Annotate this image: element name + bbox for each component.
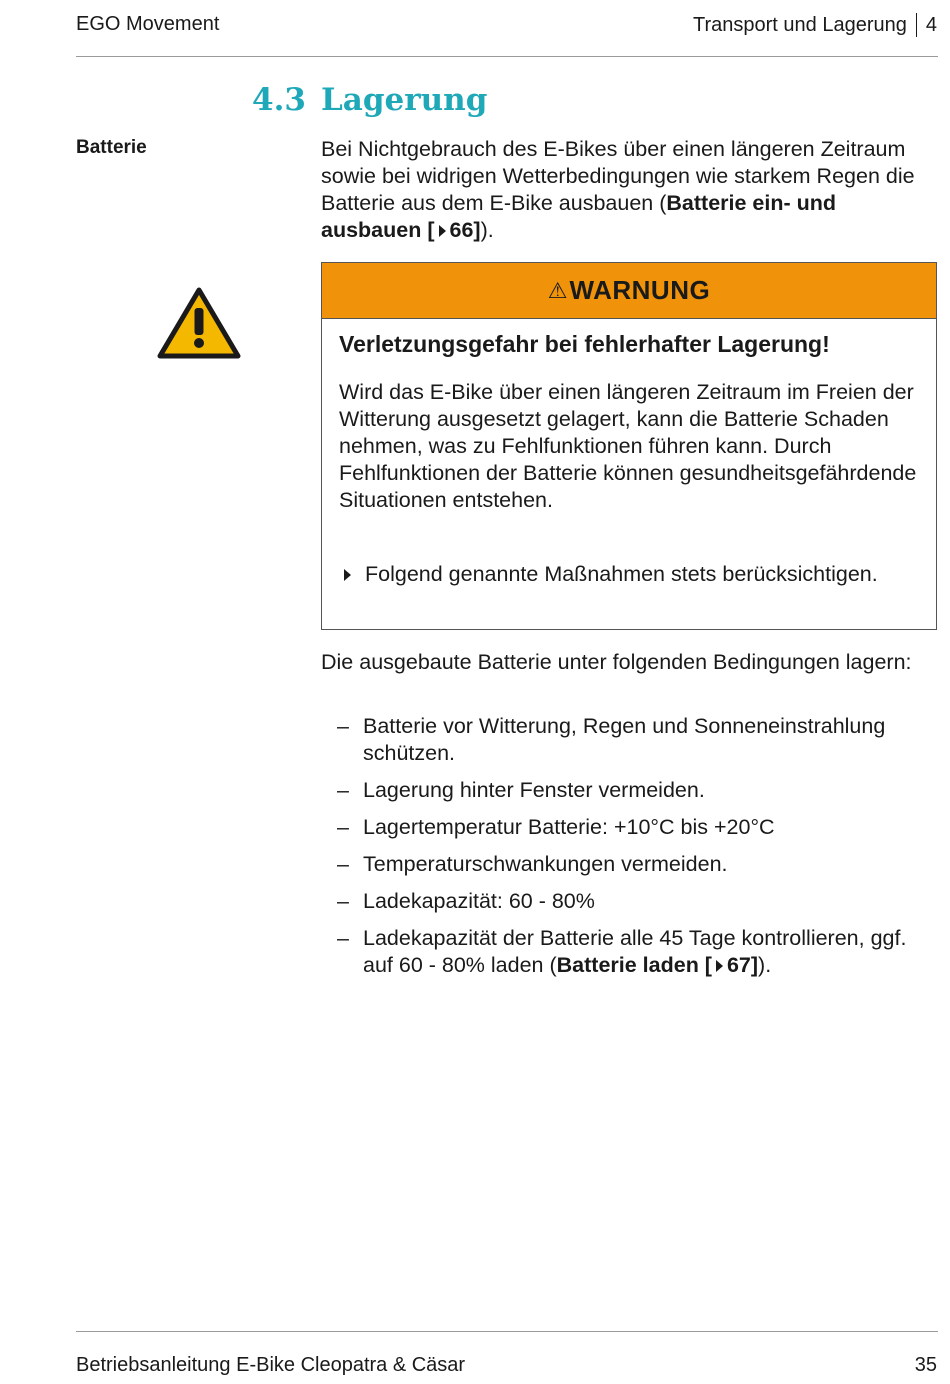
list-item-text [363,925,941,979]
conditions-intro: Die ausgebaute Batterie unter folgenden Bedingungen lagern: [321,650,912,674]
battery-charge-link-label: Batterie laden [ [556,953,712,977]
list-item [321,713,941,767]
list-dash: – [337,714,349,738]
list-item [321,925,941,979]
list-dash: – [337,889,349,913]
header-chapter-title: Transport und Lagerung [693,13,907,36]
list-item [321,888,941,915]
warning-action [339,560,899,589]
page-ref-arrow-icon [716,960,723,972]
list-item-text: Temperaturschwankungen vermeiden. [363,852,728,876]
list-dash: – [337,852,349,876]
action-arrow-icon [344,569,351,581]
warning-symbol-icon: ⚠ [547,277,568,303]
header-chapter-number: 4 [925,13,937,36]
warning-label: WARNUNG [569,275,711,305]
warning-box [321,262,937,630]
section-number: 4.3 [252,82,306,118]
intro-suffix: ). [480,218,494,242]
battery-remove-link-label: Batterie ein- und ausbauen [ [321,191,837,242]
footer-rule [76,1331,938,1332]
battery-remove-link-page: 66] [449,218,481,242]
header-chapter [693,13,937,37]
page-number: 35 [914,1354,937,1376]
list-item [321,777,941,804]
warning-body: Wird das E-Bike über einen längeren Zeitraum im Freien der Witterung ausgesetzt gelagert, kann die Batterie Schaden nehmen, was zu Fehlfunktionen führen kann. Durch Fehlfunktionen der Batterie können gesundheitsgefährdende Situationen entstehen. [339,380,917,512]
warning-triangle-icon [157,286,241,360]
last-item-text: Ladekapazität der Batterie alle 45 Tage kontrollieren, ggf. auf 60 - 80% laden ( [363,926,907,977]
section-title: Lagerung [321,82,488,118]
intro-text: Bei Nichtgebrauch des E-Bikes über einen längeren Zeitraum sowie bei widrigen Wetterbedingungen wie starkem Regen die Batterie aus dem E-Bike ausbauen ( [321,137,915,215]
battery-charge-link-page: 67] [726,953,759,977]
list-item-text: Lagerung hinter Fenster vermeiden. [363,778,705,802]
list-dash: – [337,815,349,839]
last-item-suffix: ). [758,953,772,977]
conditions-list [321,713,941,989]
list-item-text: Lagertemperatur Batterie: +10°C bis +20°C [363,815,775,839]
header-brand: EGO Movement [76,13,220,35]
warning-header [322,263,936,319]
header-rule [76,56,938,57]
list-item [321,814,941,841]
margin-label: Batterie [76,137,147,158]
battery-charge-link[interactable] [557,953,758,977]
header-separator [916,13,917,37]
warning-title: Verletzungsgefahr bei fehlerhafter Lagerung! [339,331,830,357]
list-item-text: Ladekapazität: 60 - 80% [363,889,595,913]
footer-title: Betriebsanleitung E-Bike Cleopatra & Cäsar [76,1354,466,1376]
list-dash: – [337,926,349,950]
list-item-text: Batterie vor Witterung, Regen und Sonneneinstrahlung schützen. [363,714,886,765]
list-dash: – [337,778,349,802]
intro-paragraph [321,136,921,244]
warning-action-text: Folgend genannte Maßnahmen stets berücksichtigen. [365,562,878,586]
page-ref-arrow-icon [439,225,446,237]
list-item [321,851,941,878]
